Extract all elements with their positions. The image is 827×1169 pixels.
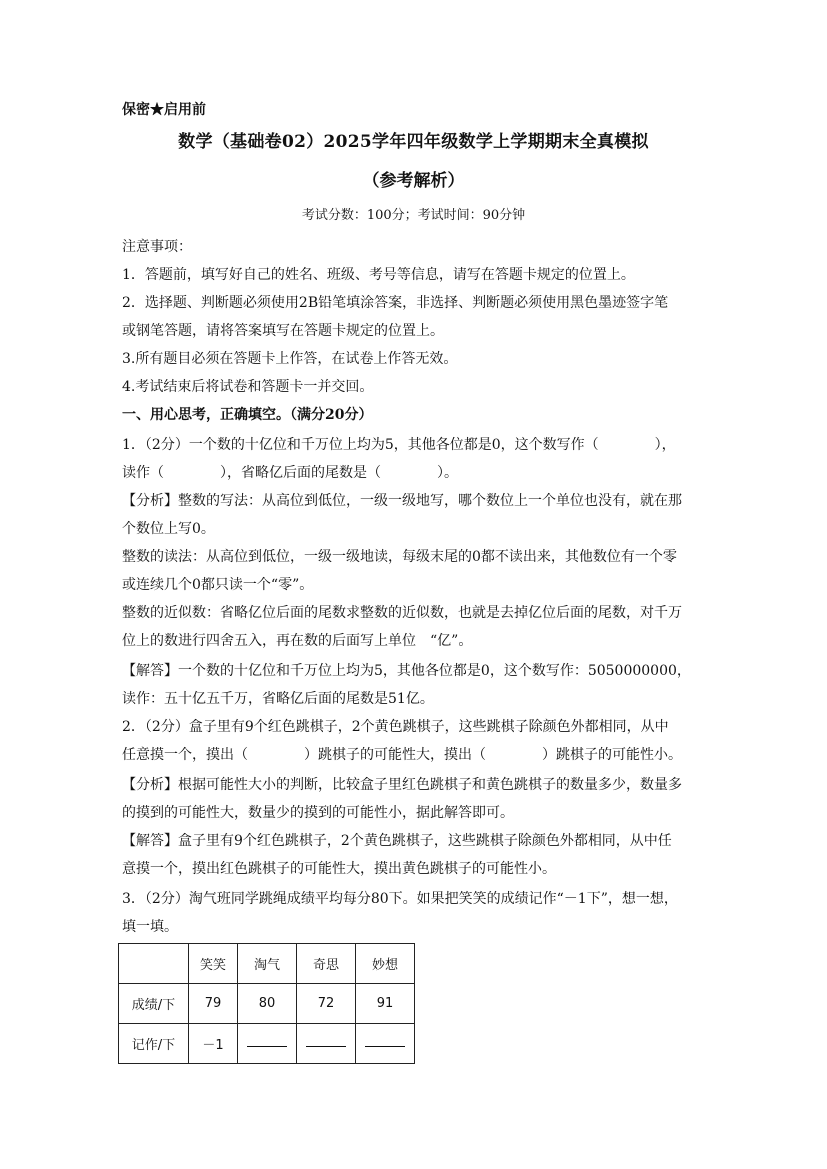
table-header-cell: 妙想 xyxy=(356,944,415,984)
answer-blank xyxy=(247,1036,287,1047)
table-cell: 79 xyxy=(189,984,238,1024)
table-cell: 91 xyxy=(356,984,415,1024)
analysis-line: 位上的数进行四舍五入，再在数的后面写上单位 “亿”。 xyxy=(122,633,473,649)
section-heading: 一、用心思考，正确填空。（满分20分） xyxy=(122,407,373,423)
answer-line: 【解答】盒子里有9个红色跳棋子，2个黄色跳棋子，这些跳棋子除颜色外都相同，从中任 xyxy=(122,833,672,849)
table-header-cell: 奇思 xyxy=(297,944,356,984)
analysis-line: 个数位上写0。 xyxy=(122,521,215,537)
question-line: 填一填。 xyxy=(122,919,178,935)
question-line: 读作（ ），省略亿后面的尾数是（ ）。 xyxy=(122,465,458,481)
table-cell: 72 xyxy=(297,984,356,1024)
analysis-line: 整数的近似数：省略亿位后面的尾数求整数的近似数，也就是去掉亿位后面的尾数，对千万 xyxy=(122,605,682,621)
analysis-line: 整数的读法：从高位到低位，一级一级地读，每级末尾的0都不读出来，其他数位有一个零 xyxy=(122,549,677,565)
analysis-line: 【分析】根据可能性大小的判断，比较盒子里红色跳棋子和黄色跳棋子的数量多少，数量多 xyxy=(122,777,682,793)
exam-meta: 考试分数：100分；考试时间：90分钟 xyxy=(301,208,526,223)
table-row-label: 记作/下 xyxy=(119,1024,189,1064)
question-line: 任意摸一个，摸出（ ）跳棋子的可能性大，摸出（ ）跳棋子的可能性小。 xyxy=(122,747,682,763)
table-header-cell: 淘气 xyxy=(238,944,297,984)
answer-blank xyxy=(306,1036,346,1047)
answer-blank-cell[interactable] xyxy=(297,1024,356,1064)
note-item: 4.考试结束后将试卷和答题卡一并交回。 xyxy=(122,379,374,395)
table-header-cell xyxy=(119,944,189,984)
notes-heading: 注意事项： xyxy=(122,239,192,255)
analysis-line: 的摸到的可能性大，数量少的摸到的可能性小，据此解答即可。 xyxy=(122,805,514,821)
question-line: 2．（2分）盒子里有9个红色跳棋子，2个黄色跳棋子，这些跳棋子除颜色外都相同，从中 xyxy=(122,719,669,735)
answer-blank xyxy=(365,1036,405,1047)
analysis-line: 【分析】整数的写法：从高位到低位，一级一级地写，哪个数位上一个单位也没有，就在那 xyxy=(122,493,682,509)
answer-line: 【解答】一个数的十亿位和千万位上均为5，其他各位都是0，这个数写作：5050000000， xyxy=(122,663,691,679)
note-item: 或钢笔答题，请将答案填写在答题卡规定的位置上。 xyxy=(122,323,444,339)
answer-blank-cell[interactable] xyxy=(356,1024,415,1064)
table-cell: －1 xyxy=(189,1024,238,1064)
answer-blank-cell[interactable] xyxy=(238,1024,297,1064)
confidential-label: 保密★启用前 xyxy=(122,102,206,118)
page-subtitle: （参考解析） xyxy=(362,171,465,191)
answer-line: 读作：五十亿五千万，省略亿后面的尾数是51亿。 xyxy=(122,691,434,707)
answer-line: 意摸一个，摸出红色跳棋子的可能性大，摸出黄色跳棋子的可能性小。 xyxy=(122,861,556,877)
question-line: 3．（2分）淘气班同学跳绳成绩平均每分80下。如果把笑笑的成绩记作“－1下”，想一想， xyxy=(122,891,678,907)
score-table xyxy=(118,943,415,1064)
table-cell: 80 xyxy=(238,984,297,1024)
table-header-cell: 笑笑 xyxy=(189,944,238,984)
note-item: 1．答题前，填写好自己的姓名、班级、考号等信息，请写在答题卡规定的位置上。 xyxy=(122,267,635,283)
question-line: 1．（2分）一个数的十亿位和千万位上均为5，其他各位都是0，这个数写作（ ）， xyxy=(122,437,676,453)
table-row xyxy=(119,984,415,1024)
page-title: 数学（基础卷02）2025学年四年级数学上学期期末全真模拟 xyxy=(178,132,649,152)
table-row-label: 成绩/下 xyxy=(119,984,189,1024)
table-row xyxy=(119,1024,415,1064)
note-item: 2．选择题、判断题必须使用2B铅笔填涂答案，非选择、判断题必须使用黑色墨迹签字笔 xyxy=(122,295,669,311)
note-item: 3.所有题目必须在答题卡上作答，在试卷上作答无效。 xyxy=(122,351,458,367)
table-header-row xyxy=(119,944,415,984)
analysis-line: 或连续几个0都只读一个“零”。 xyxy=(122,577,314,593)
